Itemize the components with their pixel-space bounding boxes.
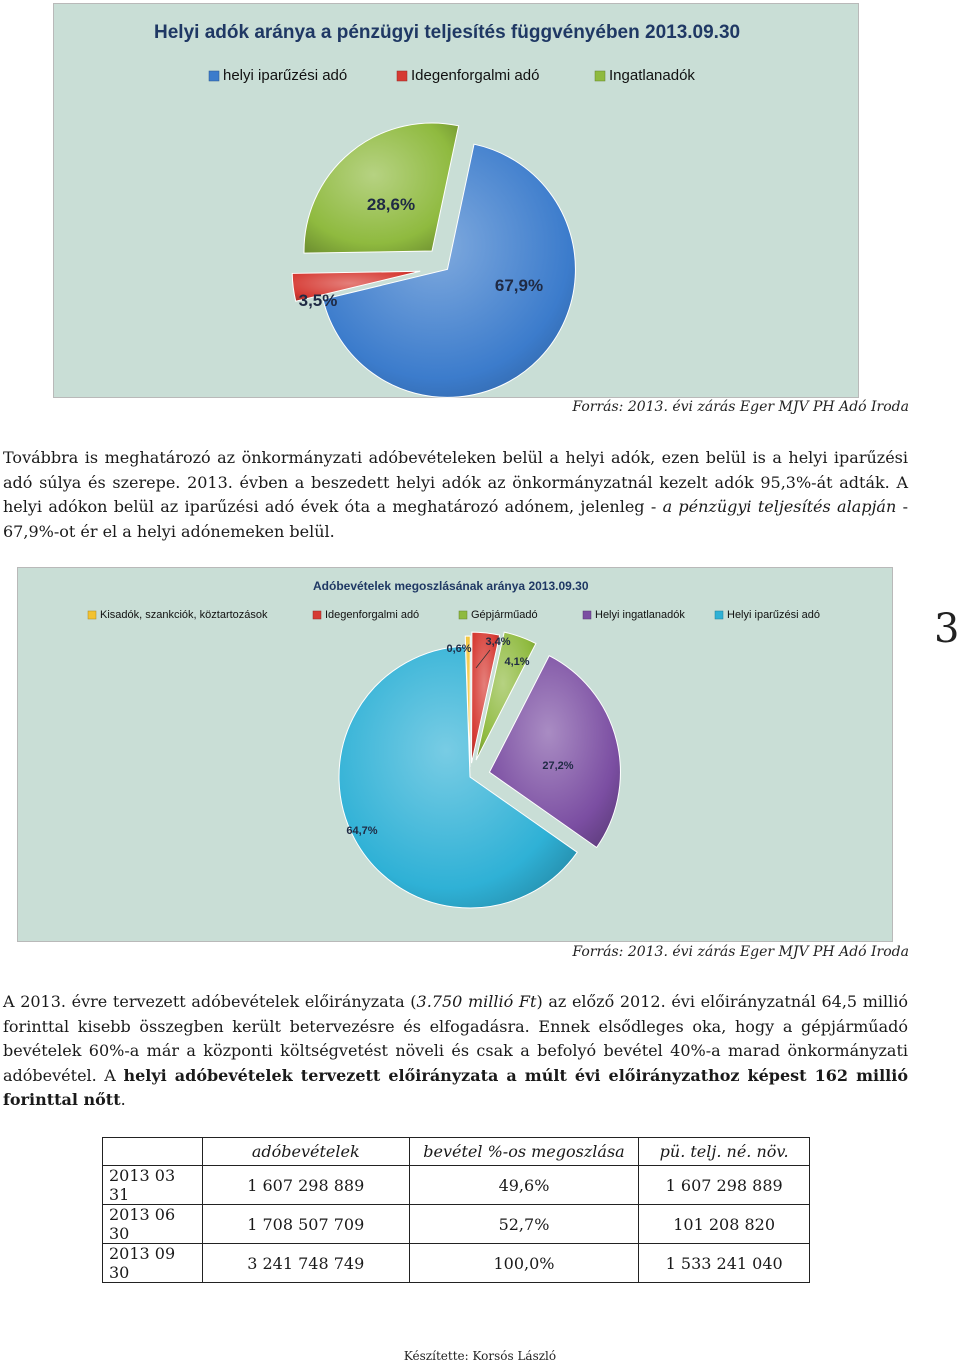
data-label: 27,2%	[542, 760, 574, 772]
chart1-legend	[209, 67, 695, 84]
page-number: 3	[934, 606, 960, 652]
table-cell: 100,0%	[409, 1244, 639, 1283]
legend-swatch	[209, 71, 219, 81]
table-cell: 1 607 298 889	[639, 1166, 810, 1205]
chart2-svg	[18, 568, 894, 943]
table-header-cell	[103, 1138, 203, 1166]
table-cell-date: 2013 09 30	[103, 1244, 203, 1283]
pie-slice	[304, 123, 459, 253]
chart2-title: Adóbevételek megoszlásának aránya 2013.09.30	[313, 579, 589, 593]
para2-text-italic: 3.750 millió Ft	[416, 992, 537, 1011]
para2-text-c: .	[120, 1090, 126, 1110]
table-row	[103, 1244, 810, 1283]
table-header-row	[103, 1138, 810, 1166]
legend-label: Helyi iparűzési adó	[727, 609, 820, 621]
legend-label: Idegenforgalmi adó	[411, 67, 540, 84]
chart2-legend	[88, 609, 820, 621]
para2-text-bold: helyi adóbevételek tervezett előirányzata a múlt évi előirányzathoz képest 162 millió forinttal nőtt	[3, 1065, 908, 1110]
table-row	[103, 1205, 810, 1244]
legend-swatch	[583, 611, 591, 619]
legend-label: Kisadók, szankciók, köztartozások	[100, 609, 268, 621]
legend-swatch	[397, 71, 407, 81]
table-cell: 1 607 298 889	[202, 1166, 409, 1205]
legend-label: helyi iparűzési adó	[223, 67, 348, 84]
table-cell: 3 241 748 749	[202, 1244, 409, 1283]
table-cell: 101 208 820	[639, 1205, 810, 1244]
para1-text-a: Továbbra is meghatározó az önkormányzati adóbevételeken belül a helyi adók, ezen belül is a helyi iparűzési adó súlya és szerepe. 2013. évben a beszedett helyi adók az önkormányzatnál kezelt adók 95,3%-át adták. A helyi adókon belül az iparűzési adó évek óta a meghatározó adónem, jelenleg -	[3, 448, 908, 517]
table-cell: 49,6%	[409, 1166, 639, 1205]
legend-swatch	[88, 611, 96, 619]
table-cell: 1 708 507 709	[202, 1205, 409, 1244]
chart2-source: Forrás: 2013. évi zárás Eger MJV PH Adó Iroda	[572, 944, 909, 960]
paragraph-planned-revenue	[3, 990, 908, 1113]
legend-label: Helyi ingatlanadók	[595, 609, 685, 621]
chart1-slices	[292, 123, 575, 397]
para2-text-b: ) az előző 2012. évi előirányzatnál 64,5 millió forinttal kisebb összegben került betervezésre és elfogadásra. Ennek elsődleges oka, hogy a gépjárműadó bevételek 60%-a már a központi költségvetést növeli és csak a befolyó bevétel 40%-a marad önkormányzati adóbevétel. A	[3, 992, 909, 1085]
data-label: 3,4%	[485, 636, 511, 648]
data-label: 3,5%	[298, 291, 338, 310]
chart2-slices	[339, 632, 620, 908]
local-taxes-pie-chart	[53, 3, 859, 398]
chart1-source: Forrás: 2013. évi zárás Eger MJV PH Adó Iroda	[572, 399, 909, 415]
para1-text-italic: a pénzügyi teljesítés alapján	[662, 497, 897, 517]
legend-label: Idegenforgalmi adó	[325, 609, 420, 621]
tax-revenue-pie-chart	[17, 567, 893, 942]
chart1-svg	[54, 4, 860, 399]
data-label: 28,6%	[366, 195, 416, 214]
data-label: 0,6%	[446, 643, 472, 655]
data-label: 4,1%	[504, 656, 530, 668]
para1-text-b: - 67,9%-ot ér el a helyi adónemeken belül.	[3, 497, 908, 541]
table-cell: 52,7%	[409, 1205, 639, 1244]
table-header-cell: pü. telj. né. növ.	[639, 1138, 810, 1166]
table-cell-date: 2013 06 30	[103, 1205, 203, 1244]
legend-label: Ingatlanadók	[609, 67, 695, 84]
data-label: 64,7%	[346, 825, 378, 837]
legend-swatch	[715, 611, 723, 619]
legend-swatch	[313, 611, 321, 619]
legend-swatch	[595, 71, 605, 81]
table-header-cell: bevétel %-os megoszlása	[409, 1138, 639, 1166]
chart1-title: Helyi adók aránya a pénzügyi teljesítés függvényében 2013.09.30	[154, 22, 741, 43]
table-header-cell: adóbevételek	[202, 1138, 409, 1166]
legend-swatch	[459, 611, 467, 619]
table-cell-date: 2013 03 31	[103, 1166, 203, 1205]
tax-revenue-table	[102, 1137, 810, 1283]
table-cell: 1 533 241 040	[639, 1244, 810, 1283]
paragraph-local-taxes	[3, 446, 908, 544]
table-row	[103, 1166, 810, 1205]
para2-text-a: A 2013. évre tervezett adóbevételek előirányzata (	[3, 992, 417, 1011]
legend-label: Gépjárműadó	[471, 609, 538, 621]
footer-author: Készítette: Korsós László	[403, 1349, 557, 1363]
data-label: 67,9%	[494, 276, 544, 295]
